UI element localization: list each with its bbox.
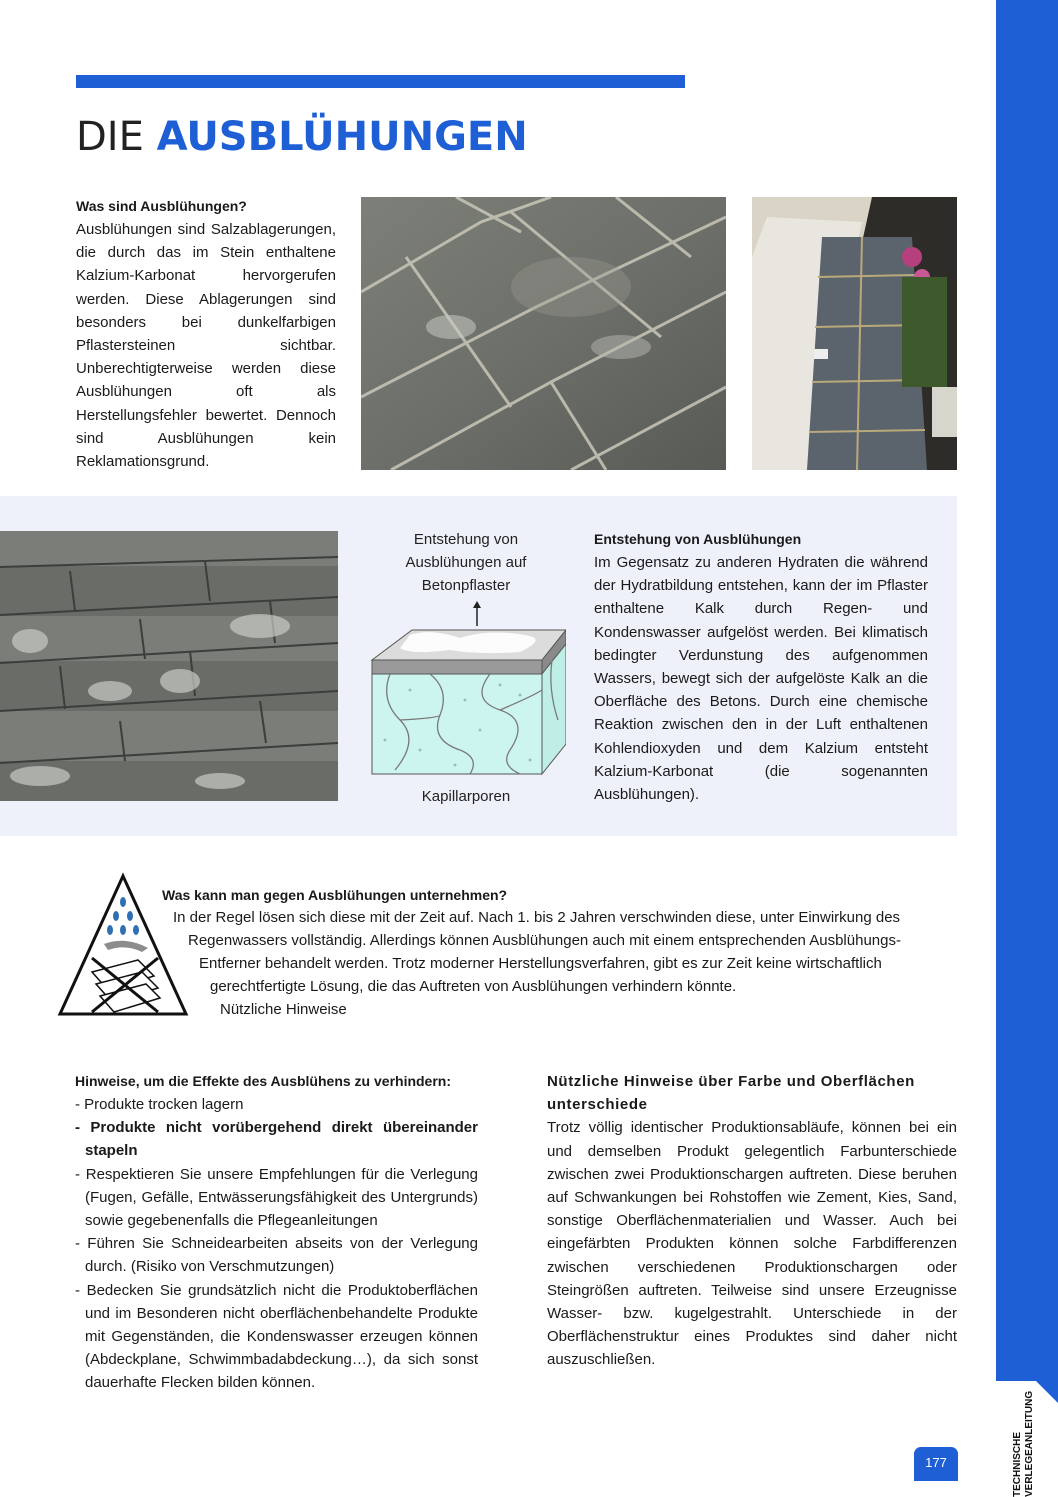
list-item: - Führen Sie Schneidearbeiten abseits von der Verlegung durch. (Risiko von Verschmutzungen) (75, 1235, 478, 1276)
origin-heading: Entstehung von Ausblühungen (594, 531, 802, 547)
origin-section (594, 528, 928, 806)
prevention-line-1: In der Regel lösen sich diese mit der Zeit auf. Nach 1. bis 2 Jahren verschwinden diese, unter Einwirkung des (173, 909, 901, 926)
page-title (76, 112, 528, 162)
paving-rows-photo (0, 531, 338, 801)
list-item: - Produkte trocken lagern (75, 1096, 244, 1113)
intro-heading: Was sind Ausblühungen? (76, 198, 247, 214)
prevention-line-5: Nützliche Hinweise (220, 1001, 347, 1018)
intro-text: Ausblühungen sind Salzablagerungen, die durch das im Stein enthaltene Kalzium-Karbonat hervorgerufen werden. Diese Ablagerungen sind besonders bei dunkelfarbigen Pflastersteinen sichtbar. Unberechtigterweise werden diese Ausblühungen oft als Herstellungsfehler bewertet. Dennoch sind Ausblühungen kein Reklamationsgrund. (76, 221, 336, 471)
title-accent-bar (76, 75, 685, 88)
prevention-heading: Was kann man gegen Ausblühungen unternehmen? (162, 887, 508, 903)
prevention-line-3: Entferner behandelt werden. Trotz moderner Herstellungsverfahren, gibt es zur Zeit keine wirtschaftlich (199, 955, 882, 972)
side-color-strip (996, 0, 1058, 1497)
diagram-label-capillary: Kapillarporen (421, 788, 511, 805)
section-label-line2: VERLEGEANLEITUNG (1024, 1390, 1035, 1497)
hints-heading: Hinweise, um die Effekte des Ausblühens zu verhindern: (75, 1073, 452, 1089)
color-notes-heading: Nützliche Hinweise über Farbe und Oberflächen unterschiede (547, 1073, 915, 1114)
list-item: - Respektieren Sie unsere Empfehlungen für die Verlegung (Fugen, Gefälle, Entwässerungsfähigkeit des Untergrunds) sowie gegebenenfalls die Pflegeanleitungen (75, 1165, 478, 1230)
paving-efflorescence-photo (361, 197, 726, 470)
intro-section (76, 195, 336, 473)
color-notes-section (547, 1070, 957, 1372)
page-number: 177 (914, 1447, 958, 1481)
page-title-prefix: DIE (76, 114, 144, 160)
list-item: - Produkte nicht vorübergehend direkt übereinander stapeln (75, 1119, 478, 1160)
page-title-highlight: AUSBLÜHUNGEN (156, 114, 528, 160)
prevention-line-2: Regenwassers vollständig. Allerdings können Ausblühungen auch mit einem entsprechenden Ausblühungs- (188, 932, 901, 949)
section-label-line1: TECHNISCHE (1012, 1431, 1023, 1497)
list-item: - Bedecken Sie grundsätzlich nicht die Produktoberflächen und im Besonderen nicht oberflächenbehandelte Produkte mit Gegenständen, die Kondenswasser erzeugen können (Abdeckplane, Schwimmbadabdeckung…), da sich sonst dauerhafte Flecken bilden können. (75, 1281, 478, 1392)
origin-text: Im Gegensatz zu anderen Hydraten die während der Hydratbildung entstehen, kann der im Pflaster enthaltene Kalk durch Regen- und Kondenswasser aufgelöst werden. Bei klimatisch bedingter Verdunstung des aufgenommen Wassers, bewegt sich der aufgelöste Kalk an die Oberfläche des Betons. Durch eine chemische Reaktion zwischen den in der Luft enthaltenen Kohlendioxyden und dem Kalzium entsteht Kalzium-Karbonat (die sogenannten Ausblühungen). (594, 554, 928, 804)
prevention-section (56, 872, 961, 1022)
diagram-caption: Entstehung von Ausblühungen auf Betonpflaster (405, 531, 527, 595)
prevention-line-4: gerechtfertigte Lösung, die das Auftreten von Ausblühungen verhindern könnte. (210, 978, 737, 995)
capillary-diagram (370, 600, 566, 782)
hints-list (75, 1093, 478, 1395)
hints-section (75, 1070, 478, 1395)
section-label (1012, 1385, 1052, 1497)
pool-terrace-photo (752, 197, 957, 470)
color-notes-text: Trotz völlig identischer Produktionsabläufe, können bei ein und demselben Produkt gelegentlich Farbunterschiede zwischen zwei Produktionschargen auftreten. Diese beruhen auf Schwankungen bei Rohstoffen wie Zement, Kies, Sand, sonstige Oberflächenmaterialien und Wasser. Auch bei eingefärbten Produkten können solche Farbdifferenzen zwischen verschiedenen Produktionschargen oder Steingrößen auftreten. Teilweise sind unsere Erzeugnisse Wasser- bzw. kugelgestrahlt. Unterschiede in der Oberflächenstruktur eines Produktes sind daher nicht auszuschließen. (547, 1119, 957, 1369)
